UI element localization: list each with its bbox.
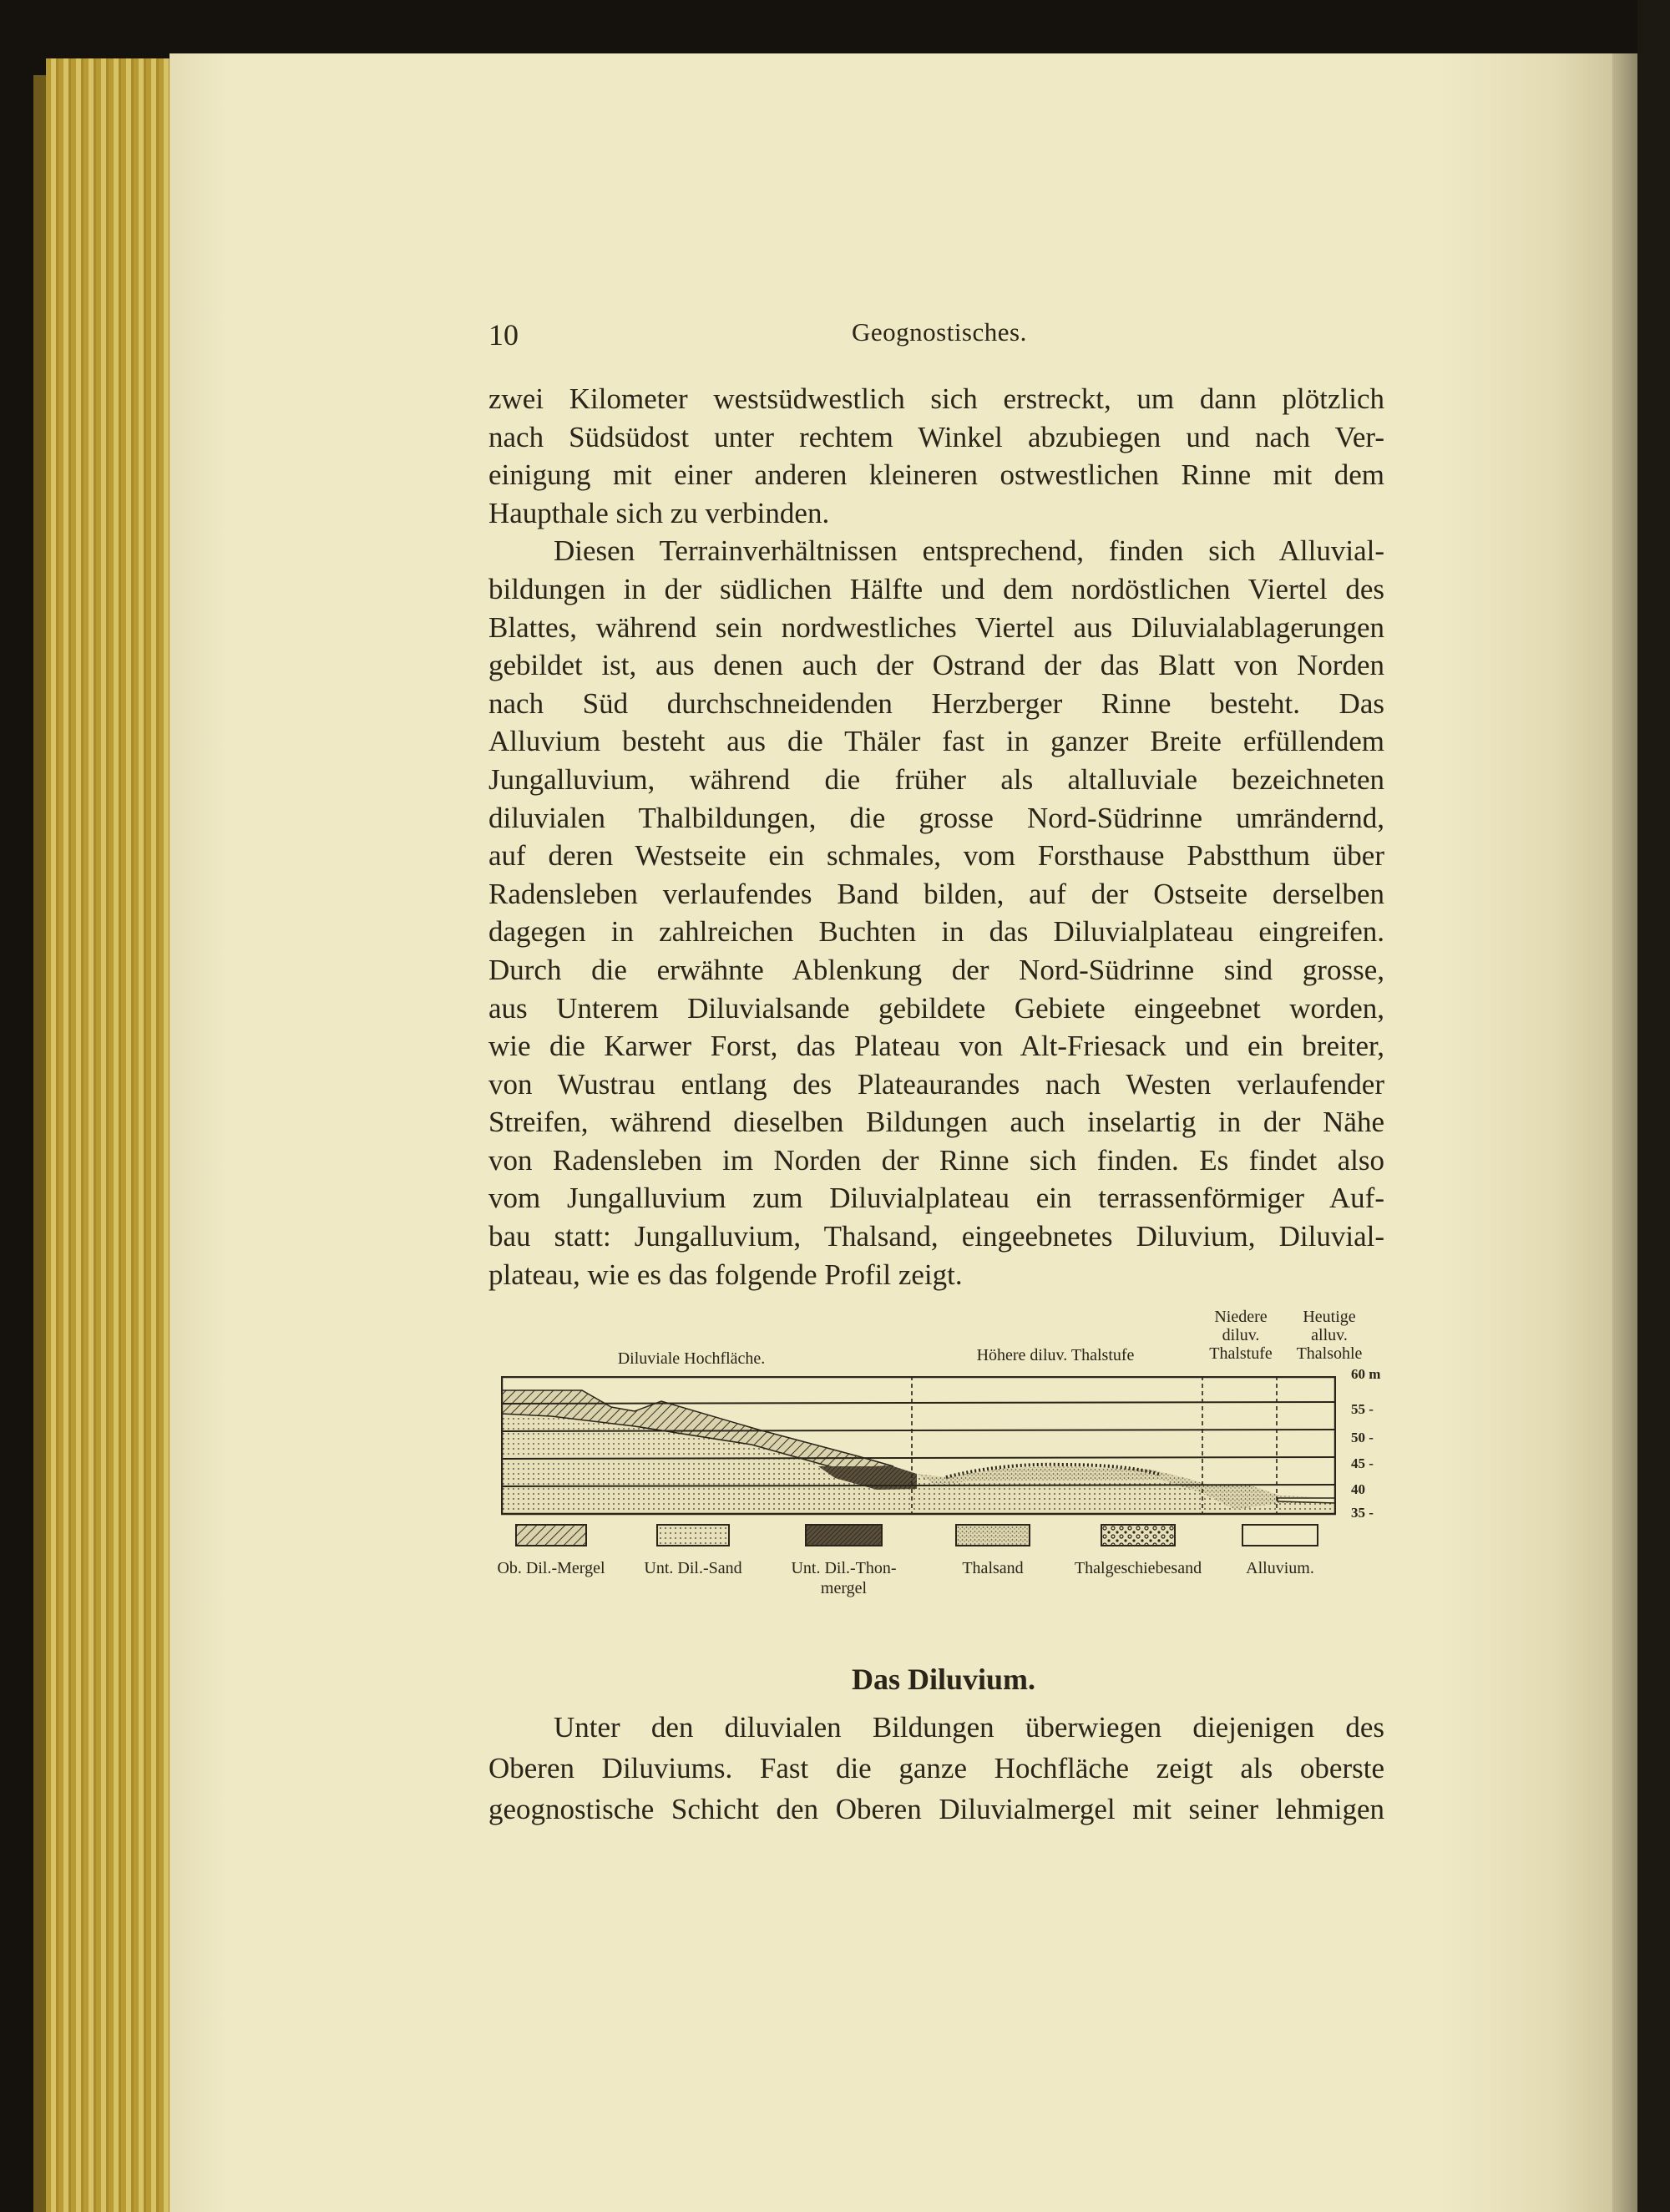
text-line: zwei Kilometer westsüdwestlich sich erstreckt, um dann plötzlich xyxy=(488,382,1384,415)
text-line: Haupthale sich zu verbinden. xyxy=(488,496,830,529)
geological-profile-diagram xyxy=(501,1376,1336,1516)
text-line: aus Unterem Diluvialsande gebildete Gebiete eingeebnet worden, xyxy=(488,991,1384,1025)
text-line: Durch die erwähnte Ablenkung der Nord-Südrinne sind grosse, xyxy=(488,953,1384,986)
legend-swatch-thon xyxy=(805,1524,883,1546)
elevation-tick-label: 55 - xyxy=(1351,1401,1374,1417)
text-line: Oberen Diluviums. Fast die ganze Hochfläche zeigt als oberste xyxy=(488,1752,1384,1784)
zone-label-line: Heutige xyxy=(1303,1308,1356,1326)
text-line: plateau, wie es das folgende Profil zeigt. xyxy=(488,1258,963,1291)
text-line: Streifen, während dieselben Bildungen auch inselartig in der Nähe xyxy=(488,1106,1384,1139)
legend-label xyxy=(644,1558,741,1578)
text-line: geognostische Schicht den Oberen Diluvialmergel mit seiner lehmigen xyxy=(488,1793,1384,1825)
legend-label xyxy=(962,1558,1023,1578)
text-line: nach Südsüdost unter rechtem Winkel abzubiegen und nach Ver- xyxy=(488,420,1384,453)
legend-label-text: Thalsand xyxy=(962,1559,1024,1577)
zone-label-hoehere: Höhere diluv. Thalstufe xyxy=(976,1346,1135,1364)
page-stack-edge xyxy=(46,58,171,2212)
zone-label-line: Niedere xyxy=(1214,1308,1268,1326)
text-line: dagegen in zahlreichen Buchten in das Diluvialplateau eingreifen. xyxy=(488,915,1384,949)
elevation-tick-label: 35 - xyxy=(1351,1505,1374,1521)
legend-label-text: Ob. Dil.-Mergel xyxy=(497,1559,605,1577)
page-number: 10 xyxy=(488,318,519,352)
legend-swatch-geschiebe xyxy=(1101,1524,1176,1546)
text-line: diluvialen Thalbildungen, die grosse Nord-Südrinne umrändernd, xyxy=(488,801,1384,834)
legend-label xyxy=(1075,1558,1202,1578)
page-right-edge xyxy=(1612,53,1637,2212)
text-line: einigung mit einer anderen kleineren ostwestlichen Rinne mit dem xyxy=(488,458,1384,492)
zone-label-line: Thalsohle xyxy=(1296,1344,1363,1363)
legend-label xyxy=(791,1558,896,1598)
legend-swatch-thalsand xyxy=(955,1524,1030,1546)
section-heading: Das Diluvium. xyxy=(851,1663,1036,1696)
running-title: Geognostisches. xyxy=(852,317,1027,347)
text-line: nach Süd durchschneidenden Herzberger Rinne besteht. Das xyxy=(488,686,1384,720)
text-line: Radensleben verlaufendes Band bilden, auf der Ostseite derselben xyxy=(488,877,1384,910)
text-line: wie die Karwer Forst, das Plateau von Alt-Friesack und ein breiter, xyxy=(488,1030,1384,1063)
text-line: gebildet ist, aus denen auch der Ostrand der das Blatt von Norden xyxy=(488,649,1384,682)
elevation-tick-label: 60 m xyxy=(1351,1366,1381,1382)
text-line: vom Jungalluvium zum Diluvialplateau ein terrassenförmiger Auf- xyxy=(488,1182,1384,1215)
elevation-line xyxy=(501,1402,1336,1404)
elevation-tick-label: 50 - xyxy=(1351,1430,1374,1445)
legend-label-text: Unt. Dil.-Sand xyxy=(644,1559,742,1577)
text-line: Diesen Terrainverhältnissen entsprechend, finden sich Alluvial- xyxy=(554,534,1384,568)
scan-background xyxy=(1637,0,1670,2212)
text-line: Alluvium besteht aus die Thäler fast in ganzer Breite erfüllendem xyxy=(488,725,1384,758)
legend-label-text: Thalgeschiebesand xyxy=(1074,1559,1202,1577)
legend-swatch-sand xyxy=(656,1524,730,1546)
legend-label-text: mergel xyxy=(820,1579,868,1597)
zone-label-line: diluv. xyxy=(1222,1326,1260,1344)
text-line: von Radensleben im Norden der Rinne sich finden. Es findet also xyxy=(488,1143,1384,1177)
text-line: bildungen in der südlichen Hälfte und dem nordöstlichen Viertel des xyxy=(488,572,1384,605)
text-line: Jungalluvium, während die früher als altalluviale bezeichneten xyxy=(488,762,1384,796)
legend-swatch-alluvium xyxy=(1242,1524,1318,1546)
text-line: Blattes, während sein nordwestliches Viertel aus Diluvialablagerungen xyxy=(488,610,1384,644)
zone-label-line: Thalstufe xyxy=(1209,1344,1273,1363)
elevation-tick-label: 40 xyxy=(1351,1481,1365,1497)
legend-label-text: Unt. Dil.-Thon- xyxy=(791,1559,897,1577)
legend-label xyxy=(1246,1558,1314,1578)
text-line: auf deren Westseite ein schmales, vom Forsthause Pabstthum über xyxy=(488,839,1384,873)
zone-label-hochflaeche: Diluviale Hochfläche. xyxy=(617,1349,766,1368)
text-line: bau statt: Jungalluvium, Thalsand, eingeebnetes Diluvium, Diluvial- xyxy=(488,1220,1384,1253)
elevation-tick-label: 45 - xyxy=(1351,1455,1374,1471)
legend-label-text: Alluvium. xyxy=(1246,1559,1314,1577)
zone-label-line: alluv. xyxy=(1311,1326,1348,1344)
legend-label xyxy=(497,1558,605,1578)
zone-label-heutige xyxy=(1297,1308,1363,1363)
text-line: Unter den diluvialen Bildungen überwiegen diejenigen des xyxy=(554,1711,1384,1744)
section-text xyxy=(488,1707,1384,1830)
zone-label-niedere xyxy=(1209,1308,1273,1363)
body-text xyxy=(488,380,1384,1293)
legend-swatch-mergel xyxy=(515,1524,587,1546)
text-line: von Wustrau entlang des Plateaurandes nach Westen verlaufender xyxy=(488,1067,1384,1101)
